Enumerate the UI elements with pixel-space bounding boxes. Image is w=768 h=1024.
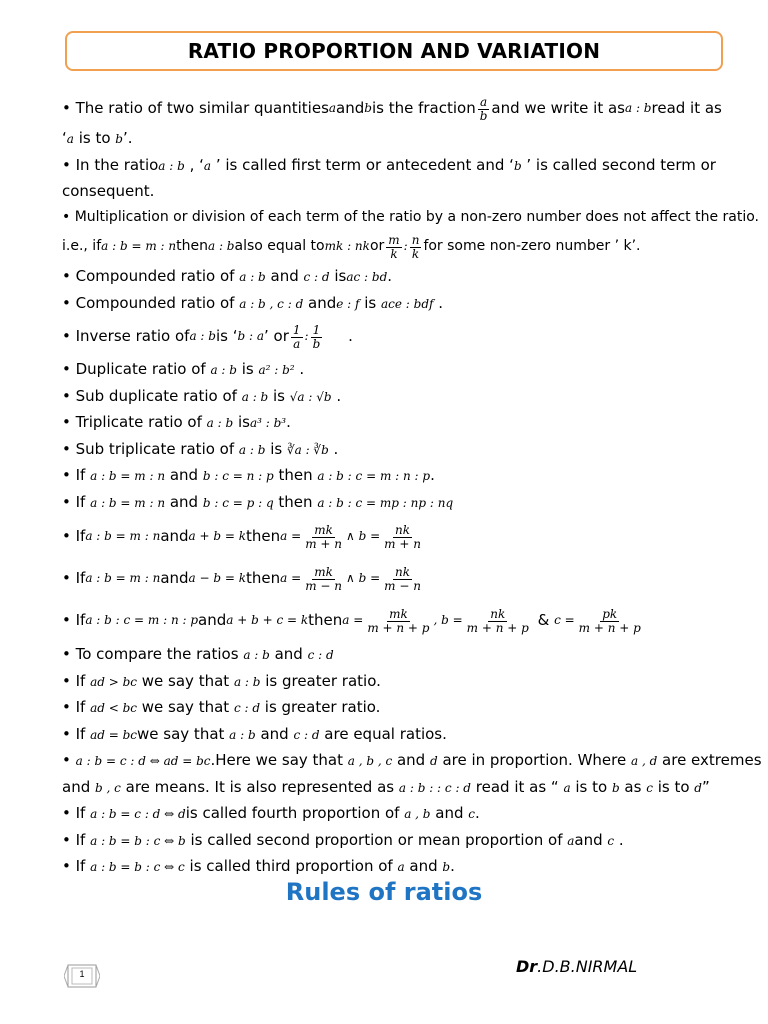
page-number: 1 <box>79 969 85 979</box>
line-21: • If ad < bc we say that c : d is greater ratio. <box>62 698 381 716</box>
line-4: consequent. <box>62 182 155 200</box>
line-18: • If a : b : c = m : n : p and a + b + c = k then a = $\frac{mk}{m + n + p}$ , b = $\frac{nk}{m + n + p}$ & c = $\frac{pk}{m + n + p}$ <box>62 606 641 635</box>
line-12: • Triplicate ratio of a : b isa³ : b³. <box>62 413 291 431</box>
line-5: • Multiplication or division of each term of the ratio by a non-zero number does not affect the ratio. <box>62 208 759 225</box>
line-20: • If ad > bc we say that a : b is greater ratio. <box>62 671 381 690</box>
line-1: • The ratio of two similar quantities a and b is the fraction $\frac{a}{b}$ and we write it as a : b read it as <box>62 94 722 123</box>
line-14: • If a : b = m : n and b : c = n : p then a : b : c = m : n : p. <box>62 466 435 484</box>
line-8: • Compounded ratio of a : b , c : d ande : f is ace : bdf . <box>62 293 443 312</box>
line-22: • If ad = bcwe say that a : b and c : d are equal ratios. <box>62 724 447 743</box>
fraction-1-over-b: $\frac{1}{b}$ <box>312 322 321 351</box>
line-25: • If a : b = c : d ⇔ dis called fourth proportion of a , b and c. <box>62 804 480 822</box>
line-17: • If a : b = m : n and a − b = k then a = $\frac{mk}{m - n}$ ∧ b = $\frac{nk}{m - n}$ <box>62 564 421 593</box>
line-11: • Sub duplicate ratio of a : b is √a : √b . <box>62 386 342 405</box>
fraction-1-over-a: $\frac{1}{a}$ <box>292 322 301 351</box>
line-23: • a : b = c : d ⇔ ad = bc.Here we say that a , b , c and d are in proportion. Where a , d are extremes <box>62 751 762 769</box>
line-27: • If a : b = b : c ⇔ c is called third proportion of a and b. <box>62 857 455 875</box>
line-7: • Compounded ratio of a : b and c : d isac : bd. <box>62 267 393 285</box>
line-6: i.e., if a : b = m : n then a : b also equal to mk : nk or $\frac{m}{k}$ : $\frac{n}{k}$ for some non-zero number ’ k’. <box>62 232 641 261</box>
fraction-m-over-k: $\frac{m}{k}$ <box>388 232 400 261</box>
page-number-badge <box>64 962 100 990</box>
line-19: • To compare the ratios a : b and c : d <box>62 645 334 663</box>
content <box>62 92 762 881</box>
section-title: Rules of ratios <box>285 878 483 906</box>
line-2: ‘a is to b’. <box>62 129 133 147</box>
line-16: • If a : b = m : n and a + b = k then a = $\frac{mk}{m + n}$ ∧ b = $\frac{nk}{m + n}$ <box>62 522 421 551</box>
fraction-n-over-k: $\frac{n}{k}$ <box>411 232 420 261</box>
line-26: • If a : b = b : c ⇔ b is called second proportion or mean proportion of aand c . <box>62 830 624 849</box>
author: Dr.D.B.NIRMAL <box>516 957 638 976</box>
line-24: and b , c are means. It is also represented as a : b : : c : d read it as “ a is to b as c is to d” <box>62 777 710 796</box>
page-title: RATIO PROPORTION AND VARIATION <box>187 39 601 63</box>
line-9: • Inverse ratio of a : b is ‘ b : a ’ or $\frac{1}{a}$ : $\frac{1}{b}$ . <box>62 322 353 351</box>
fraction-a-over-b: $\frac{a}{b}$ <box>479 94 488 123</box>
line-15: • If a : b = m : n and b : c = p : q then a : b : c = mp : np : nq <box>62 492 454 511</box>
line-10: • Duplicate ratio of a : b is a² : b² . <box>62 360 305 378</box>
line-13: • Sub triplicate ratio of a : b is ∛a : ∛b . <box>62 439 339 458</box>
title-box <box>65 31 723 71</box>
line-3: • In the ratioa : b , ‘a ’ is called first term or antecedent and ‘b ’ is called second term or <box>62 155 716 174</box>
